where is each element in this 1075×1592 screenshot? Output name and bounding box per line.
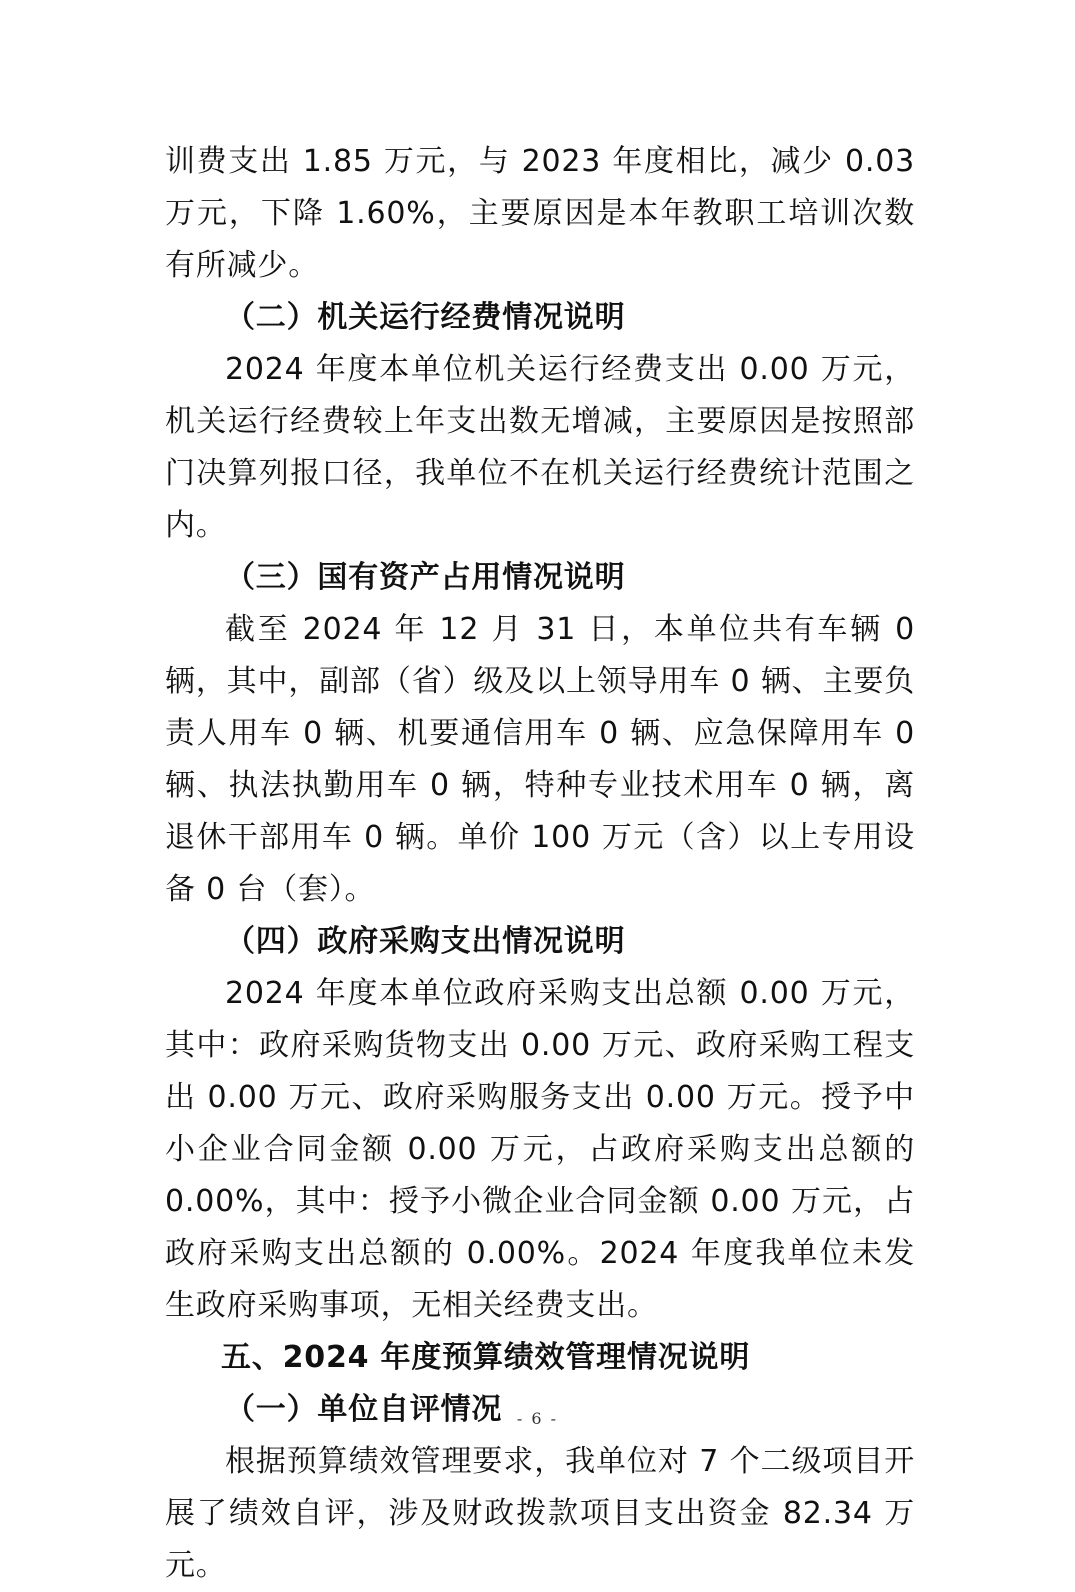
paragraph-government-procurement: 2024 年度本单位政府采购支出总额 0.00 万元，其中：政府采购货物支出 0.00 万元、政府采购工程支出 0.00 万元、政府采购服务支出 0.00 万元。授予中小企业合同金额 0.00 万元，占政府采购支出总额的 0.00%，其中：授予小微企业合同金额 0.00 万元，占政府采购支出总额的 0.00%。2024 年度我单位未发生政府采购事项，无相关经费支出。 [165, 976, 915, 1323]
paragraph-training-fee: 训费支出 1.85 万元，与 2023 年度相比，减少 0.03 万元，下降 1.60%，主要原因是本年教职工培训次数有所减少。 [165, 144, 915, 283]
heading-agency-operating-funds: （二）机关运行经费情况说明 [225, 300, 626, 335]
paragraph-self-evaluation: 根据预算绩效管理要求，我单位对 7 个二级项目开展了绩效自评，涉及财政拨款项目支出资金 82.34 万元。 [165, 1444, 915, 1583]
heading-performance-management: 五、2024 年度预算绩效管理情况说明 [221, 1340, 751, 1375]
heading-self-evaluation: （一）单位自评情况 [225, 1392, 503, 1427]
heading-state-assets: （三）国有资产占用情况说明 [225, 560, 626, 595]
page-number: - 6 - [516, 1409, 559, 1428]
heading-government-procurement: （四）政府采购支出情况说明 [225, 924, 626, 959]
paragraph-state-assets: 截至 2024 年 12 月 31 日，本单位共有车辆 0 辆，其中，副部（省）级及以上领导用车 0 辆、主要负责人用车 0 辆、机要通信用车 0 辆、应急保障用车 0 辆、执法执勤用车 0 辆，特种专业技术用车 0 辆，离退休干部用车 0 辆。单价 100 万元（含）以上专用设备 0 台（套）。 [165, 612, 916, 907]
document-body [165, 136, 915, 1592]
paragraph-agency-operating-funds: 2024 年度本单位机关运行经费支出 0.00 万元，机关运行经费较上年支出数无增减，主要原因是按照部门决算列报口径，我单位不在机关运行经费统计范围之内。 [165, 352, 915, 543]
